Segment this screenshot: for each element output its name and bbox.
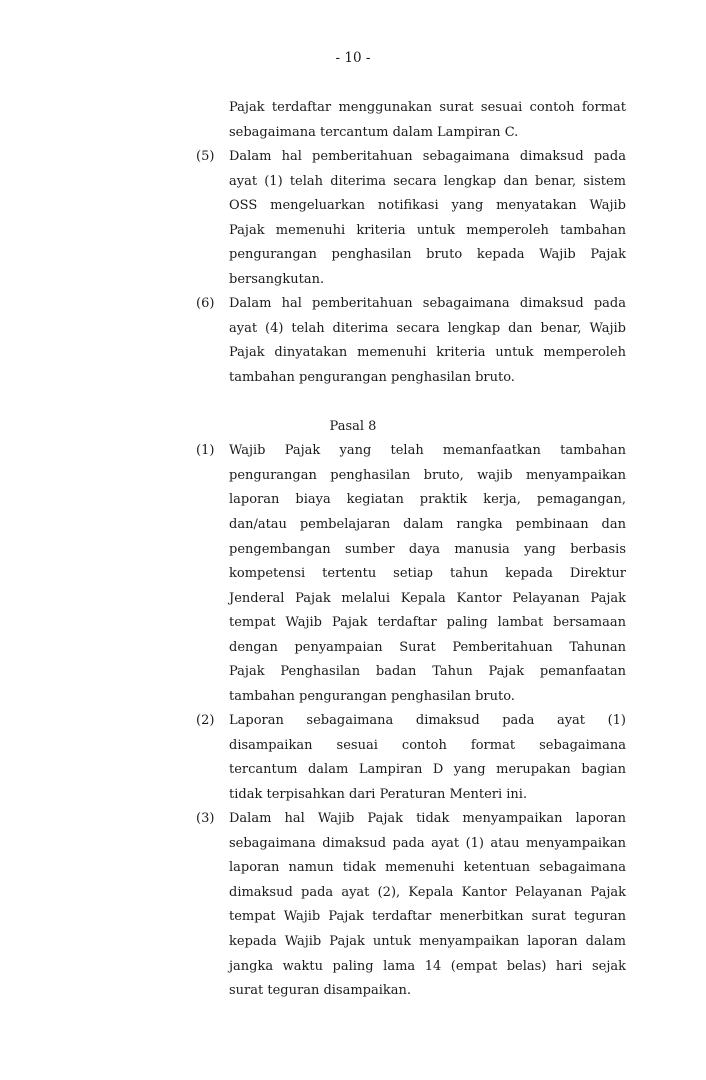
paragraph-number: (5) [196, 149, 215, 165]
paragraph-line: Pajak terdaftar menggunakan surat sesuai contoh format [229, 100, 626, 115]
paragraph-line: pengurangan penghasilan bruto kepada Wajib Pajak [229, 247, 626, 263]
paragraph-line: tidak terpisahkan dari Peraturan Menteri ini. [229, 786, 528, 802]
paragraph-line: Laporan sebagaimana dimaksud pada ayat (1) [229, 713, 626, 729]
paragraph-line: tambahan pengurangan penghasilan bruto. [229, 688, 515, 704]
paragraph-number: (2) [196, 713, 215, 729]
page-number: - 10 - [335, 50, 371, 66]
paragraph-line: bersangkutan. [229, 271, 325, 287]
paragraph-line: Jenderal Pajak melalui Kepala Kantor Pelayanan Pajak [229, 590, 626, 606]
paragraph-line: Wajib Pajak yang telah memanfaatkan tambahan [229, 443, 626, 459]
paragraph-line: tempat Wajib Pajak terdaftar menerbitkan surat teguran [229, 909, 626, 925]
paragraph-line: sebagaimana dimaksud pada ayat (1) atau menyampaikan [229, 835, 626, 851]
paragraph-line: ayat (4) telah diterima secara lengkap dan benar, Wajib [229, 320, 626, 336]
paragraph-line: Dalam hal pemberitahuan sebagaimana dimaksud pada [229, 296, 626, 312]
paragraph-line: jangka waktu paling lama 14 (empat belas) hari sejak [229, 958, 626, 974]
paragraph-line: laporan namun tidak memenuhi ketentuan sebagaimana [229, 860, 626, 876]
paragraph-line: dimaksud pada ayat (2), Kepala Kantor Pelayanan Pajak [229, 884, 626, 900]
paragraph-line: kepada Wajib Pajak untuk menyampaikan laporan dalam [229, 934, 626, 950]
paragraph-line: sebagaimana tercantum dalam Lampiran C. [229, 124, 519, 140]
paragraph-line: pengurangan penghasilan bruto, wajib menyampaikan [229, 467, 626, 483]
paragraph-number: (6) [196, 296, 215, 312]
article-heading: Pasal 8 [329, 418, 377, 434]
paragraph-line: tambahan pengurangan penghasilan bruto. [229, 369, 515, 385]
paragraph-number: (1) [196, 443, 215, 459]
paragraph-line: ayat (1) telah diterima secara lengkap dan benar, sistem [229, 173, 626, 189]
paragraph-line: tercantum dalam Lampiran D yang merupakan bagian [229, 762, 626, 778]
paragraph-line: disampaikan sesuai contoh format sebagaimana [229, 737, 626, 753]
paragraph-line: tempat Wajib Pajak terdaftar paling lambat bersamaan [229, 615, 626, 631]
paragraph-line: Pajak memenuhi kriteria untuk memperoleh tambahan [229, 222, 626, 238]
paragraph-line: kompetensi tertentu setiap tahun kepada Direktur [229, 566, 626, 582]
paragraph-number: (3) [196, 811, 215, 827]
paragraph-line: Dalam hal Wajib Pajak tidak menyampaikan laporan [229, 811, 626, 827]
paragraph-line: pengembangan sumber daya manusia yang berbasis [229, 541, 626, 557]
paragraph-line: Pajak dinyatakan memenuhi kriteria untuk memperoleh [229, 345, 626, 361]
paragraph-line: Pajak Penghasilan badan Tahun Pajak pemanfaatan [229, 664, 626, 680]
paragraph-line: OSS mengeluarkan notifikasi yang menyatakan Wajib [229, 198, 626, 214]
paragraph-line: surat teguran disampaikan. [229, 983, 412, 999]
paragraph-line: dan/atau pembelajaran dalam rangka pembinaan dan [229, 517, 626, 532]
paragraph-line: laporan biaya kegiatan praktik kerja, pemagangan, [229, 492, 626, 508]
paragraph-line: dengan penyampaian Surat Pemberitahuan Tahunan [229, 639, 626, 655]
paragraph-line: Dalam hal pemberitahuan sebagaimana dimaksud pada [229, 149, 626, 165]
